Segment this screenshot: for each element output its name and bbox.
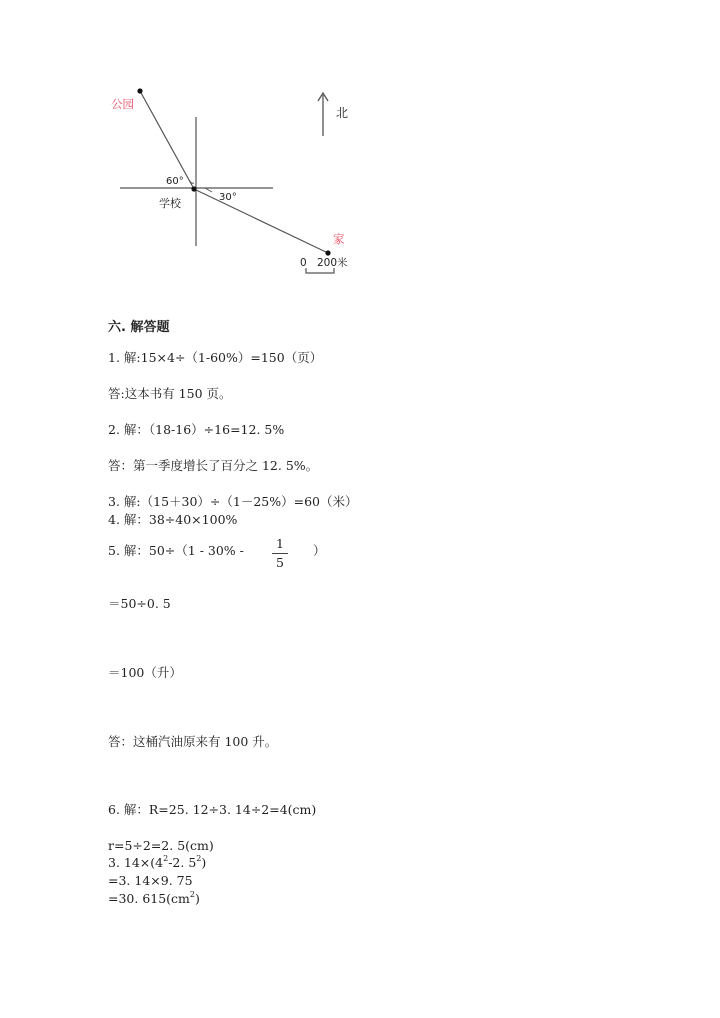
q6-line3-exp2: 2 [196,854,202,863]
map-diagram [0,0,720,290]
north-label: 北 [336,106,349,120]
scale-zero-label: 0 [300,257,307,269]
q5-line2: ＝50÷0. 5 [108,596,171,611]
q2-line1: 2. 解：（18-16）÷16=12. 5% [108,422,285,437]
angle-60-label: 60° [166,176,184,187]
park-point [137,88,142,93]
q6-line3 [108,855,206,871]
q5-line1: 5. 解：50÷（1 - 30% - [108,543,244,558]
q6-line3-part-a: 3. 14×(4 [108,855,164,870]
home-point [325,250,330,255]
path-school-home [194,189,328,253]
q6-line5-part-a: =30. 615(cm [108,891,190,906]
angle-arc-30 [205,188,212,192]
q6-line3-part-c: ) [201,855,207,870]
q6-line2: r=5÷2=2. 5(cm) [108,838,214,853]
q6-line4: =3. 14×9. 75 [108,873,193,888]
path-park-school [140,91,194,189]
q1-line1: 1. 解:15×4÷（1-60%）=150（页） [108,350,323,365]
scale-length-label: 200米 [317,257,348,269]
q6-line5 [108,891,200,907]
q6-line5-exp: 2 [189,890,196,899]
angle-30-label: 30° [219,192,237,203]
home-label: 家 [333,232,345,246]
q1-line2: 答:这本书有 150 页。 [108,386,232,401]
angle-arc-60 [189,180,194,183]
q5-line1-suffix: ） [313,543,326,558]
q6-line5-part-b: ) [195,891,200,906]
school-point [191,186,196,191]
q5-fraction-denominator: 5 [276,555,284,570]
q5-line4: 答：这桶汽油原来有 100 升。 [108,734,278,749]
q6-line3-exp1: 2 [163,854,169,863]
school-label: 学校 [159,197,181,210]
section-title: 六. 解答题 [108,320,170,335]
q6-line1: 6. 解：R=25. 12÷3. 14÷2=4(cm) [108,802,317,817]
q3-line1: 3. 解:（15＋30）÷（1－25%）=60（米） [108,494,358,509]
q4-line1: 4. 解：38÷40×100% [108,512,238,527]
q5-fraction-bar [272,553,288,554]
q5-fraction-numerator: 1 [276,536,284,551]
q2-line2: 答：第一季度增长了百分之 12. 5%。 [108,458,319,473]
q6-line3-part-b: -2. 5 [168,855,197,870]
park-label: 公园 [111,97,134,111]
q5-line3: ＝100（升） [108,665,182,680]
